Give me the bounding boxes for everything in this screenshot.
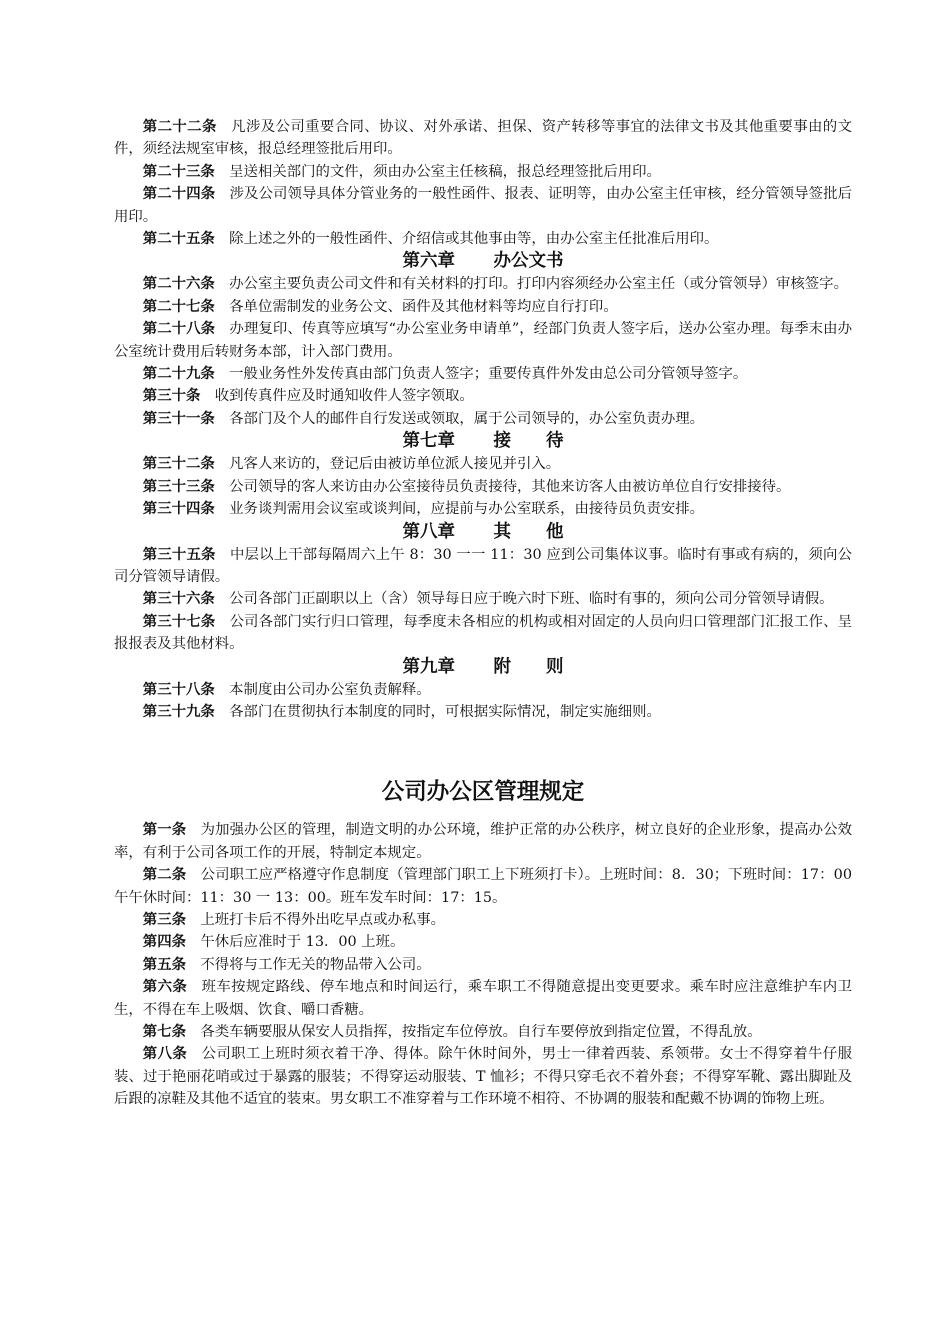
article bbox=[114, 273, 852, 295]
article bbox=[114, 544, 852, 589]
article-text: 午休后应准时于 13．00 上班。 bbox=[200, 934, 405, 951]
articles-group-c bbox=[114, 453, 852, 520]
article bbox=[114, 116, 852, 161]
article-number: 第三十九条 bbox=[142, 703, 215, 720]
document-title: 公司办公区管理规定 bbox=[381, 779, 585, 806]
article bbox=[114, 453, 852, 475]
article-text: 不得将与工作无关的物品带入公司。 bbox=[200, 956, 431, 973]
article-text: 上班打卡后不得外出吃早点或办私事。 bbox=[200, 911, 446, 928]
chapter-number: 第八章 bbox=[402, 521, 455, 542]
articles-group-b bbox=[114, 273, 852, 430]
article-text: 公司职工上班时须衣着干净、得体。除午休时间外，男士一律着西装、系领带。女士不得穿着牛仔服装、过于艳丽花哨或过于暴露的服装；不得穿运动服装、T 恤衫；不得只穿毛衣不着外套；不得穿军靴、露出脚趾及后跟的凉鞋及其他不适宜的装束。男女职工不准穿着与工作环境不相符、不协调的服装和配戴不协调的饰物上班。 bbox=[114, 1046, 852, 1108]
article-number: 第三十五条 bbox=[142, 546, 216, 563]
article bbox=[114, 1021, 852, 1043]
article-number: 第三十八条 bbox=[142, 681, 215, 698]
article bbox=[114, 296, 852, 318]
articles-group-e bbox=[114, 679, 852, 724]
article-text: 公司职工应严格遵守作息制度（管理部门职工上下班须打卡）。上班时间：8．30；下班时间：17：00 午午休时间：11：30 一 13：00。班车发车时间：17：15。 bbox=[114, 867, 852, 906]
article-number: 第三十二条 bbox=[142, 456, 215, 473]
article-text: 一般业务性外发传真由部门负责人签字；重要传真件外发由总公司分管领导签字。 bbox=[229, 366, 748, 383]
article-number: 第二十六条 bbox=[142, 276, 215, 293]
chapter-heading-8 bbox=[114, 521, 852, 544]
chapter-title: 其 他 bbox=[493, 521, 564, 542]
office-rules-articles bbox=[114, 819, 852, 1110]
article-text: 各部门及个人的邮件自行发送或领取，属于公司领导的，办公室负责办理。 bbox=[229, 410, 705, 427]
articles-group-a bbox=[114, 116, 852, 250]
article-number: 第三十七条 bbox=[142, 613, 216, 630]
article-text: 业务谈判需用会议室或谈判间，应提前与办公室联系，由接待员负责安排。 bbox=[229, 501, 705, 518]
article bbox=[114, 701, 852, 723]
article-text: 凡客人来访的，登记后由被访单位派人接见并引入。 bbox=[229, 456, 561, 473]
article bbox=[114, 363, 852, 385]
article bbox=[114, 183, 852, 228]
document-page bbox=[114, 116, 852, 1111]
article-number: 第七条 bbox=[142, 1024, 186, 1040]
chapter-heading-6 bbox=[114, 250, 852, 273]
chapter-heading-7 bbox=[114, 430, 852, 453]
article-text: 各部门在贯彻执行本制度的同时，可根据实际情况，制定实施细则。 bbox=[229, 703, 661, 720]
article-text: 凡涉及公司重要合同、协议、对外承诺、担保、资产转移等事宜的法律文书及其他重要事由的文件，须经法规室审核，报总经理签批后用印。 bbox=[114, 119, 852, 158]
article-text: 除上述之外的一般性函件、介绍信或其他事由等，由办公室主任批准后用印。 bbox=[229, 231, 719, 248]
article-text: 办公室主要负责公司文件和有关材料的打印。打印内容须经办公室主任（或分管领导）审核签字。 bbox=[229, 276, 848, 293]
article-number: 第三十三条 bbox=[142, 478, 215, 495]
article-number: 第二条 bbox=[142, 867, 187, 884]
article-number: 第三十一条 bbox=[142, 410, 215, 427]
chapter-title: 办公文书 bbox=[493, 251, 564, 272]
article bbox=[114, 476, 852, 498]
article bbox=[114, 931, 852, 953]
article-number: 第二十三条 bbox=[142, 163, 215, 180]
article-text: 班车按规定路线、停车地点和时间运行，乘车职工不得随意提出变更要求。乘车时应注意维护车内卫生，不得在车上吸烟、饮食、嚼口香糖。 bbox=[114, 979, 852, 1018]
article bbox=[114, 228, 852, 250]
article bbox=[114, 954, 852, 976]
article-number: 第六条 bbox=[142, 979, 188, 996]
article-text: 办理复印、传真等应填写“办公室业务申请单”，经部门负责人签字后，送办公室办理。每季末由办公室统计费用后转财务本部，计入部门费用。 bbox=[114, 321, 852, 360]
article bbox=[114, 161, 852, 183]
article-number: 第三条 bbox=[142, 911, 186, 928]
chapter-number: 第九章 bbox=[402, 656, 455, 677]
article bbox=[114, 909, 852, 931]
article bbox=[114, 976, 852, 1021]
article-text: 本制度由公司办公室负责解释。 bbox=[229, 681, 431, 698]
article-text: 呈送相关部门的文件，须由办公室主任核稿，报总经理签批后用印。 bbox=[229, 163, 661, 180]
article-number: 第四条 bbox=[142, 934, 186, 951]
article-number: 第三十条 bbox=[142, 388, 201, 405]
article-number: 第二十五条 bbox=[142, 231, 215, 248]
article bbox=[114, 385, 852, 407]
article bbox=[114, 864, 852, 909]
article-number: 第二十八条 bbox=[142, 321, 216, 338]
article-text: 公司领导的客人来访由办公室接待员负责接待，其他来访客人由被访单位自行安排接待。 bbox=[229, 478, 791, 495]
article-number: 第二十七条 bbox=[142, 298, 215, 315]
article bbox=[114, 588, 852, 610]
article-text: 中层以上干部每隔周六上午 8：30 一一 11：30 应到公司集体议事。临时有事或有病的，须向公司分管领导请假。 bbox=[114, 546, 852, 585]
chapter-number: 第七章 bbox=[402, 431, 455, 452]
article bbox=[114, 498, 852, 520]
article-number: 第八条 bbox=[142, 1046, 188, 1063]
article-number: 第二十四条 bbox=[142, 186, 216, 203]
article-number: 第二十九条 bbox=[142, 366, 215, 383]
article-text: 为加强办公区的管理，制造文明的办公环境，维护正常的办公秩序，树立良好的企业形象，提高办公效率，有利于公司各项工作的开展，特制定本规定。 bbox=[114, 822, 852, 861]
article bbox=[114, 819, 852, 864]
chapter-title: 附 则 bbox=[493, 656, 564, 677]
article-number: 第三十四条 bbox=[142, 501, 215, 518]
articles-group-d bbox=[114, 544, 852, 656]
article-text: 公司各部门实行归口管理，每季度未各相应的机构或相对固定的人员向归口管理部门汇报工作、呈报报表及其他材料。 bbox=[114, 613, 852, 653]
article-text: 涉及公司领导具体分管业务的一般性函件、报表、证明等，由办公室主任审核，经分管领导签批后用印。 bbox=[114, 186, 852, 225]
article-text: 各单位需制发的业务公文、函件及其他材料等均应自行打印。 bbox=[229, 298, 618, 315]
article-number: 第五条 bbox=[142, 956, 186, 973]
article bbox=[114, 611, 852, 656]
article bbox=[114, 679, 852, 701]
chapter-number: 第六章 bbox=[402, 251, 455, 272]
article-text: 收到传真件应及时通知收件人签字领取。 bbox=[214, 388, 474, 405]
article bbox=[114, 408, 852, 430]
article bbox=[114, 1043, 852, 1110]
chapter-heading-9 bbox=[114, 656, 852, 679]
article-text: 公司各部门正副职以上（含）领导每日应于晚六时下班、临时有事的，须向公司分管领导请假。 bbox=[229, 591, 834, 608]
article-number: 第三十六条 bbox=[142, 591, 215, 608]
article-text: 各类车辆要服从保安人员指挥，按指定车位停放。自行车要停放到指定位置，不得乱放。 bbox=[200, 1024, 762, 1040]
article-number: 第一条 bbox=[142, 822, 187, 839]
article-number: 第二十二条 bbox=[142, 119, 217, 135]
chapter-title: 接 待 bbox=[493, 431, 564, 452]
article bbox=[114, 318, 852, 363]
